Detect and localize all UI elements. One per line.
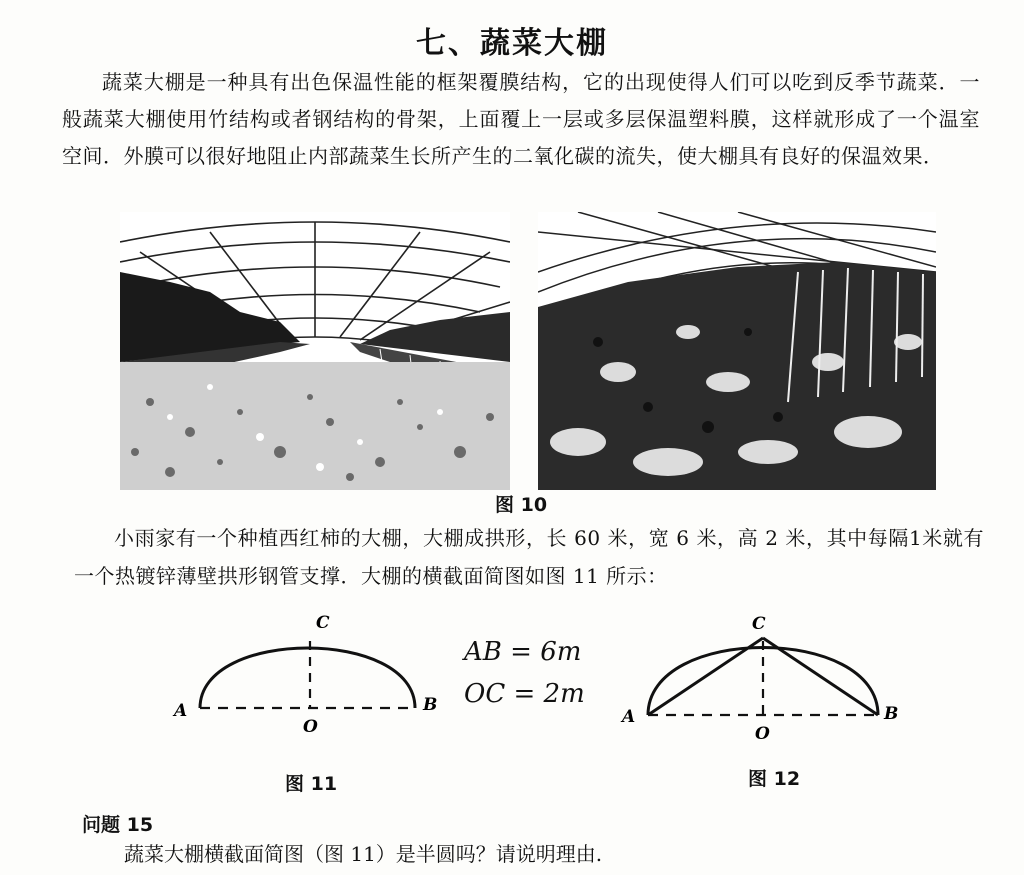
- figure-12-diagram: [610, 605, 910, 745]
- figure-11-caption: 图 11: [285, 773, 338, 795]
- greenhouse-photo-right: [538, 212, 936, 490]
- question-label: 问题 15: [82, 814, 154, 836]
- label-a: A: [174, 701, 188, 721]
- intro-paragraph: 蔬菜大棚是一种具有出色保温性能的框架覆膜结构，它的出现使得人们可以吃到反季节蔬菜．一般蔬菜大棚使用竹结构或者钢结构的骨架，上面覆上一层或多层保温塑料膜，这样就形成了一个温室空间．外膜可以很好地阻止内部蔬菜生长所产生的二氧化碳的流失，使大棚具有良好的保温效果．: [62, 70, 980, 168]
- figure-10-caption: 图 10: [495, 494, 548, 516]
- section-title: 七、蔬菜大棚: [416, 26, 608, 61]
- label-o: O: [755, 724, 770, 744]
- arch-curve: [200, 648, 415, 708]
- problem-paragraph: 小雨家有一个种植西红柿的大棚，大棚成拱形，长 60 米，宽 6 米，高 2 米，其中每隔1米就有一个热镀锌薄壁拱形钢管支撑．大棚的横截面简图如图 11 所示：: [74, 526, 984, 588]
- label-b: B: [884, 704, 899, 724]
- greenhouse-photo-left: [120, 212, 510, 490]
- figure-11-diagram: [170, 608, 440, 738]
- equation-ab: AB = 6m: [464, 637, 582, 667]
- question-text: 蔬菜大棚横截面简图（图 11）是半圆吗？请说明理由.: [124, 842, 603, 866]
- label-o: O: [303, 717, 318, 737]
- figure-12-caption: 图 12: [748, 768, 801, 790]
- label-b: B: [423, 695, 438, 715]
- label-c: C: [752, 614, 766, 634]
- equation-oc: OC = 2m: [464, 679, 585, 709]
- label-c: C: [316, 613, 330, 633]
- label-a: A: [622, 707, 636, 727]
